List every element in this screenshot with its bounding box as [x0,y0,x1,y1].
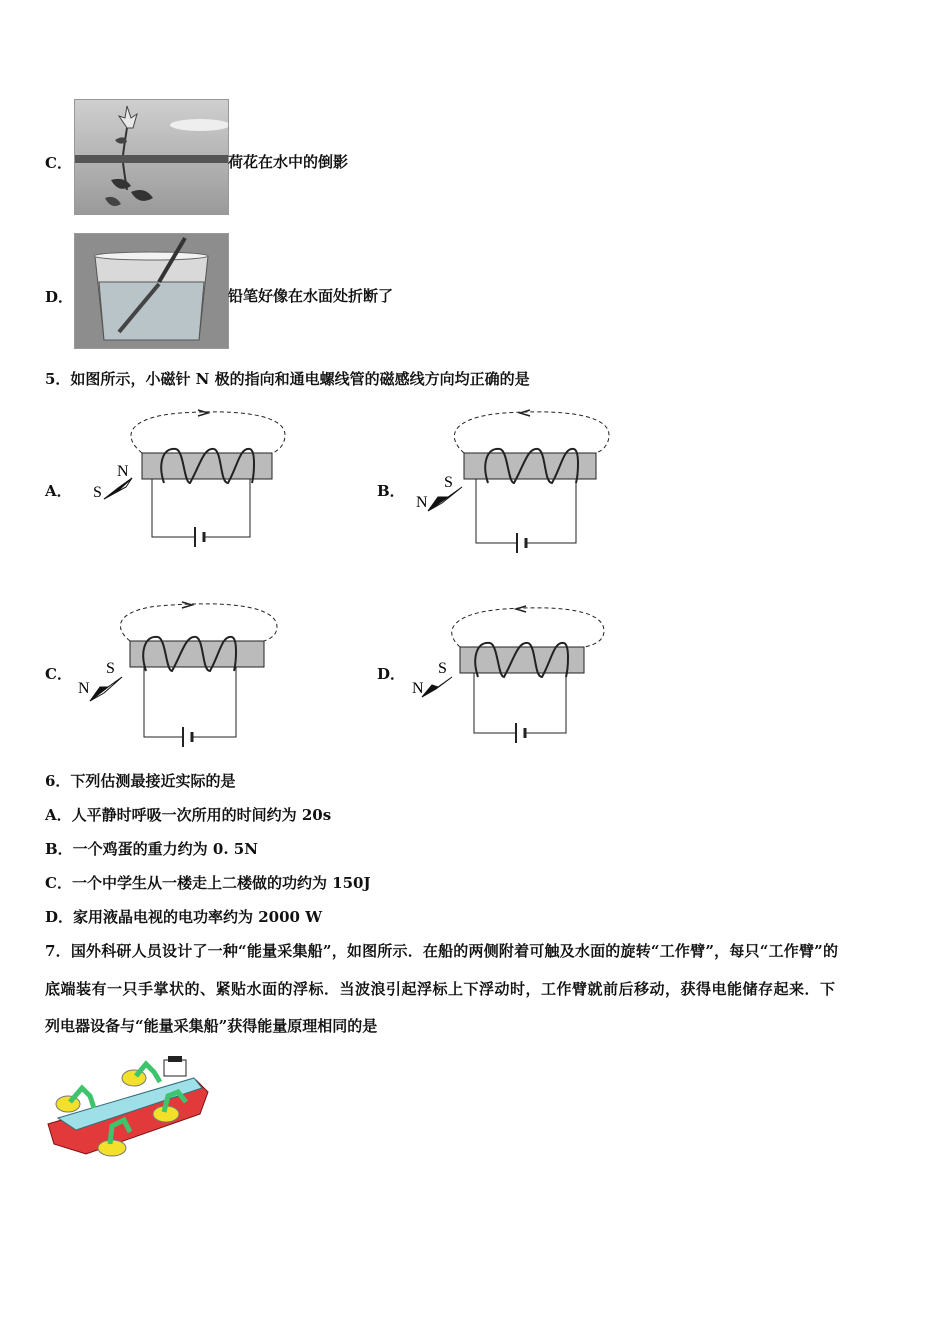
pencil-in-water-image [74,233,229,349]
solenoid-diagram-a [80,405,300,555]
energy-harvesting-boat-image [46,1052,212,1164]
q5-option-b-label: B． [377,482,405,500]
compass-b-top-pole: S [444,474,453,491]
q4-option-c-label: C． [45,154,72,172]
q5-option-d-label: D． [377,665,406,683]
q4-option-d-text: 铅笔好像在水面处折断了 [228,287,394,305]
compass-c-top-pole: S [106,660,115,677]
q5-stem: 5．如图所示，小磁针 N 极的指向和通电螺线管的磁感线方向均正确的是 [45,370,530,388]
lotus-reflection-image [74,99,229,215]
q7-stem-line-3: 列电器设备与“能量采集船”获得能量原理相同的是 [45,1017,378,1035]
q6-option-a: A．人平静时呼吸一次所用的时间约为 20s [45,806,332,824]
q4-option-d-label: D． [45,288,74,306]
q5-option-c-label: C． [45,665,72,683]
q7-stem-line-2: 底端装有一只手掌状的、紧贴水面的浮标．当波浪引起浮标上下浮动时，工作臂就前后移动，获得电能储存起来．下 [45,980,836,998]
solenoid-diagram-d [404,597,624,747]
q6-option-d: D．家用液晶电视的电功率约为 2000 W [45,908,323,926]
q4-option-c-text: 荷花在水中的倒影 [228,153,349,171]
compass-b-bottom-pole: N [416,494,428,511]
q6-option-b: B．一个鸡蛋的重力约为 0. 5N [45,840,258,858]
compass-a-top-pole: N [117,463,129,480]
q6-stem: 6．下列估测最接近实际的是 [45,772,236,790]
compass-d-bottom-pole: N [412,680,424,697]
q7-stem-line-1: 7．国外科研人员设计了一种“能量采集船”，如图所示．在船的两侧附着可触及水面的旋转“工作臂”，每只“工作臂”的 [45,942,839,960]
compass-c-bottom-pole: N [78,680,90,697]
solenoid-diagram-c [72,597,292,747]
solenoid-diagram-b [404,405,624,555]
q5-option-a-label: A． [45,482,72,500]
compass-a-bottom-pole: S [93,484,102,501]
q6-option-c: C．一个中学生从一楼走上二楼做的功约为 150J [45,874,371,892]
compass-d-top-pole: S [438,660,447,677]
